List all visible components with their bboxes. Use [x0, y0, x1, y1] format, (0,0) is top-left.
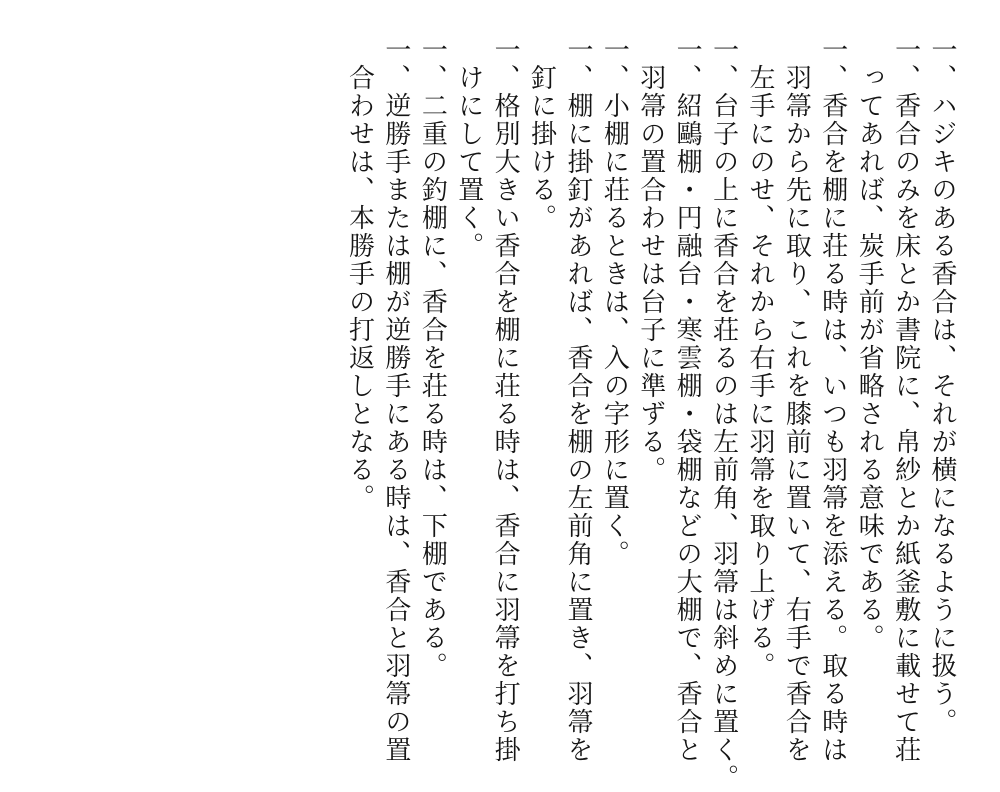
- text-line-6: 左手にのせ、それから右手に羽箒を取り上げる。: [744, 36, 775, 680]
- text-line-15: 一、二重の釣棚に、香合を荘る時は、下棚である。: [417, 36, 448, 680]
- text-line-11: 一、棚に掛釘があれば、香合を棚の左前角に置き、羽箒を: [562, 36, 593, 764]
- text-line-5: 羽箒から先に取り、これを膝前に置いて、右手で香合を: [781, 36, 812, 764]
- text-line-17: 合わせは、本勝手の打返しとなる。: [344, 36, 375, 512]
- text-line-7: 一、台子の上に香合を荘るのは左前角、羽箒は斜めに置く。: [708, 36, 739, 792]
- text-line-12: 釘に掛ける。: [526, 36, 557, 232]
- text-line-2: 一、香合のみを床とか書院に、帛紗とか紙釜敷に載せて荘: [890, 36, 921, 764]
- text-line-13: 一、格別大きい香合を棚に荘る時は、香合に羽箒を打ち掛: [490, 36, 521, 764]
- text-line-3: ってあれば、炭手前が省略される意味である。: [854, 36, 885, 652]
- text-line-10: 一、小棚に荘るときは、入の字形に置く。: [599, 36, 630, 568]
- text-line-14: けにして置く。: [453, 36, 484, 260]
- text-line-9: 羽箒の置合わせは台子に準ずる。: [635, 36, 666, 484]
- vertical-text-block: [341, 36, 960, 792]
- text-line-16: 一、逆勝手または棚が逆勝手にある時は、香合と羽箒の置: [380, 36, 411, 764]
- text-line-1: 一、ハジキのある香合は、それが横になるように扱う。: [927, 36, 957, 736]
- text-line-4: 一、香合を棚に荘る時は、いつも羽箒を添える。取る時は: [817, 36, 848, 764]
- text-line-8: 一、紹鷗棚・円融台・寒雲棚・袋棚などの大棚で、香合と: [672, 36, 703, 764]
